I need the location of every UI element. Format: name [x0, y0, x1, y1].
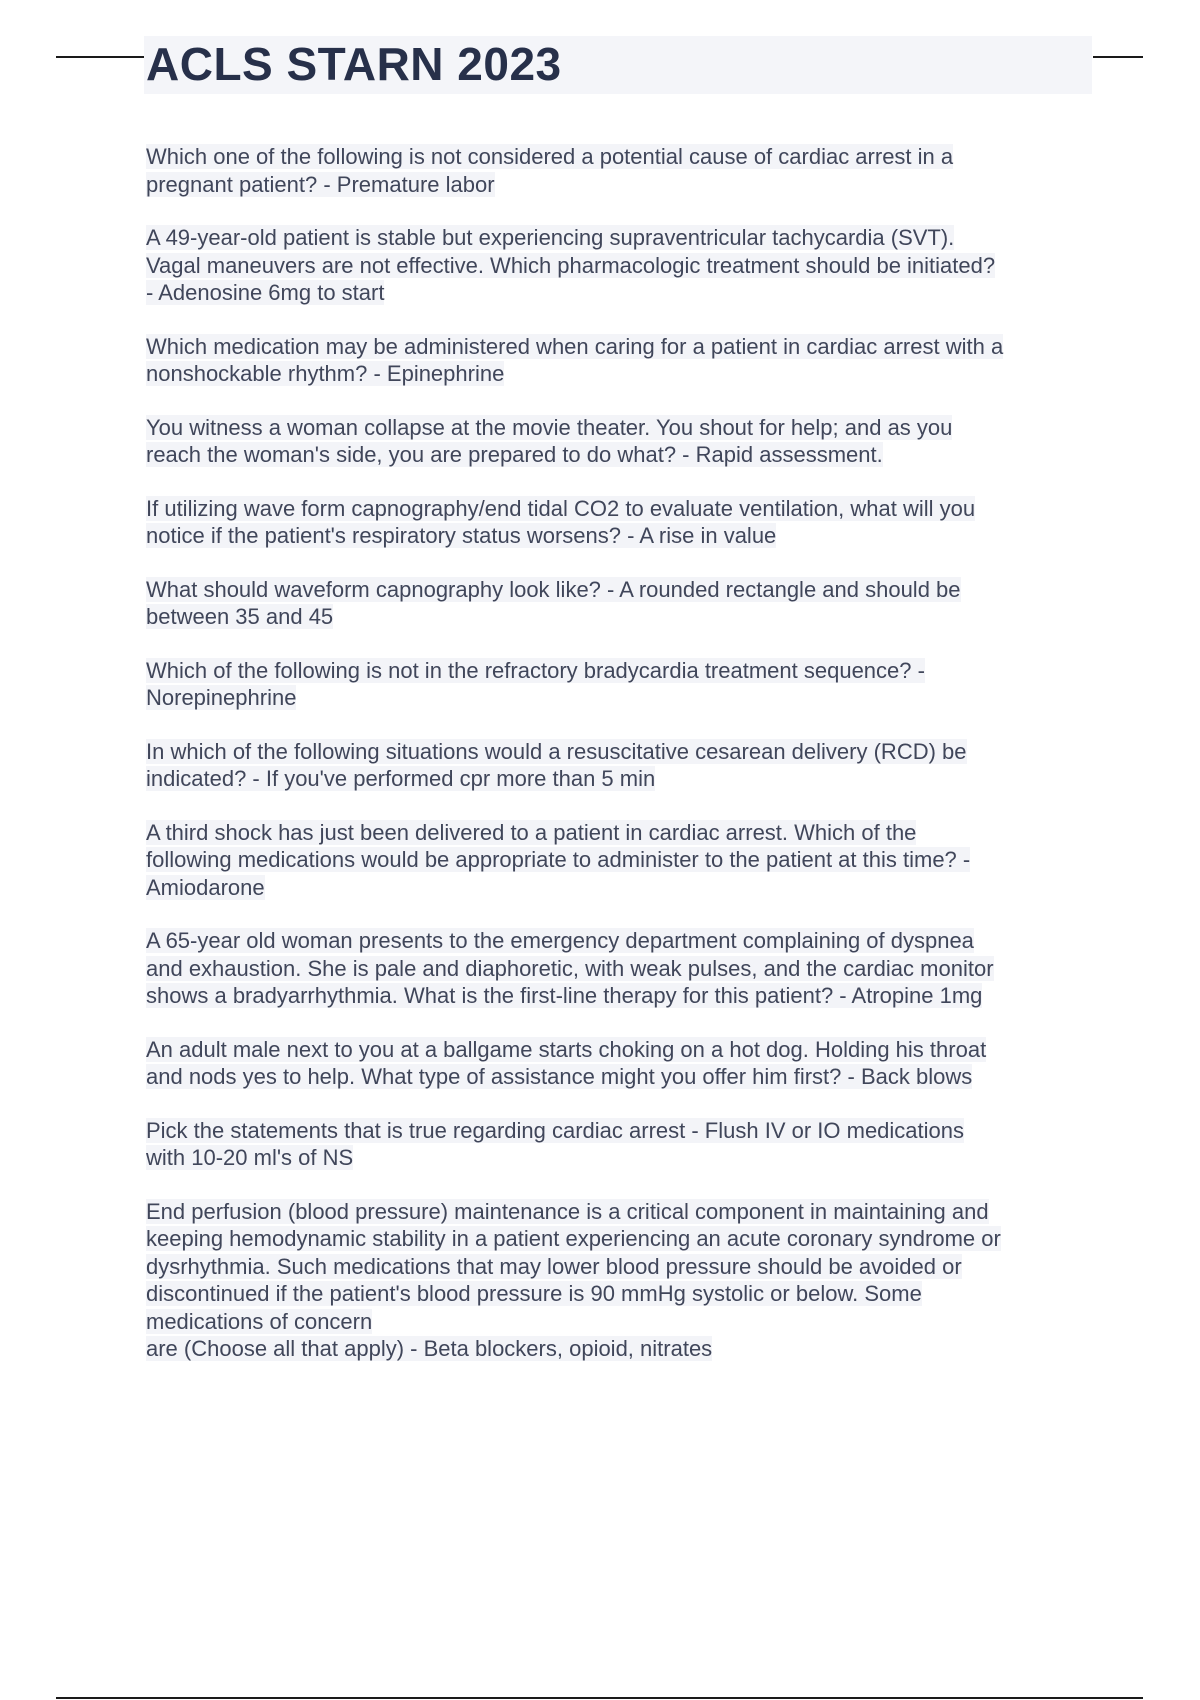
question-answer-line: reach the woman's side, you are prepared to do what? - Rapid assessment.	[146, 442, 883, 467]
question-answer-item	[146, 333, 1096, 388]
question-answer-line: and exhaustion. She is pale and diaphoretic, with weak pulses, and the cardiac monitor	[146, 955, 994, 981]
question-answer-line: notice if the patient's respiratory status worsens? - A rise in value	[146, 523, 777, 548]
question-answer-line: A third shock has just been delivered to a patient in cardiac arrest. Which of the	[146, 819, 917, 845]
question-answer-list	[146, 143, 1096, 1389]
question-answer-line: If utilizing wave form capnography/end tidal CO2 to evaluate ventilation, what will you	[146, 495, 976, 521]
question-answer-line: and nods yes to help. What type of assistance might you offer him first? - Back blows	[146, 1064, 973, 1089]
question-answer-line: Which one of the following is not considered a potential cause of cardiac arrest in a	[146, 144, 954, 169]
question-answer-line: Which medication may be administered when caring for a patient in cardiac arrest with a	[146, 333, 1004, 359]
question-answer-line: discontinued if the patient's blood pressure is 90 mmHg systolic or below. Some	[146, 1281, 922, 1306]
footer-rule	[56, 1697, 1143, 1699]
question-answer-item	[146, 927, 1096, 1010]
question-answer-item	[146, 1117, 1096, 1172]
question-answer-line: Which of the following is not in the refractory bradycardia treatment sequence? -	[146, 657, 925, 683]
question-answer-line: Pick the statements that is true regarding cardiac arrest - Flush IV or IO medications	[146, 1117, 965, 1143]
question-answer-item	[146, 819, 1096, 902]
question-answer-line: are (Choose all that apply) - Beta blockers, opioid, nitrates	[146, 1336, 713, 1361]
question-answer-item	[146, 1198, 1096, 1363]
question-answer-item	[146, 143, 1096, 198]
question-answer-line: nonshockable rhythm? - Epinephrine	[146, 361, 505, 386]
question-answer-line: shows a bradyarrhythmia. What is the first-line therapy for this patient? - Atropine 1mg	[146, 983, 983, 1008]
question-answer-line: keeping hemodynamic stability in a patient experiencing an acute coronary syndrome or	[146, 1226, 1001, 1251]
question-answer-item	[146, 495, 1096, 550]
question-answer-line: A 65-year old woman presents to the emergency department complaining of dyspnea	[146, 928, 974, 953]
question-answer-line: An adult male next to you at a ballgame starts choking on a hot dog. Holding his throat	[146, 1036, 987, 1062]
question-answer-line: Norepinephrine	[146, 685, 297, 710]
question-answer-line: Vagal maneuvers are not effective. Which pharmacologic treatment should be initiated?	[146, 252, 996, 278]
question-answer-item	[146, 414, 1096, 469]
question-answer-line: dysrhythmia. Such medications that may lower blood pressure should be avoided or	[146, 1253, 962, 1279]
question-answer-line: End perfusion (blood pressure) maintenance is a critical component in maintaining and	[146, 1198, 989, 1224]
question-answer-line: - Adenosine 6mg to start	[146, 280, 385, 305]
question-answer-item	[146, 576, 1096, 631]
question-answer-line: In which of the following situations would a resuscitative cesarean delivery (RCD) be	[146, 738, 967, 764]
question-answer-line: with 10-20 ml's of NS	[146, 1145, 354, 1170]
header-rule-left	[56, 56, 146, 58]
question-answer-line: What should waveform capnography look like? - A rounded rectangle and should be	[146, 576, 961, 602]
document-title: ACLS STARN 2023	[146, 38, 562, 90]
question-answer-line: between 35 and 45	[146, 604, 334, 629]
question-answer-line: following medications would be appropriate to administer to the patient at this time? -	[146, 847, 971, 872]
question-answer-item	[146, 738, 1096, 793]
question-answer-line: Amiodarone	[146, 874, 265, 900]
question-answer-item	[146, 657, 1096, 712]
question-answer-line: A 49-year-old patient is stable but experiencing supraventricular tachycardia (SVT).	[146, 225, 955, 250]
question-answer-item	[146, 1036, 1096, 1091]
question-answer-line: indicated? - If you've performed cpr more than 5 min	[146, 766, 656, 791]
question-answer-item	[146, 224, 1096, 307]
header-rule-right	[1093, 56, 1143, 58]
question-answer-line: pregnant patient? - Premature labor	[146, 171, 495, 197]
question-answer-line: You witness a woman collapse at the movie theater. You shout for help; and as you	[146, 414, 953, 440]
question-answer-line: medications of concern	[146, 1308, 373, 1334]
